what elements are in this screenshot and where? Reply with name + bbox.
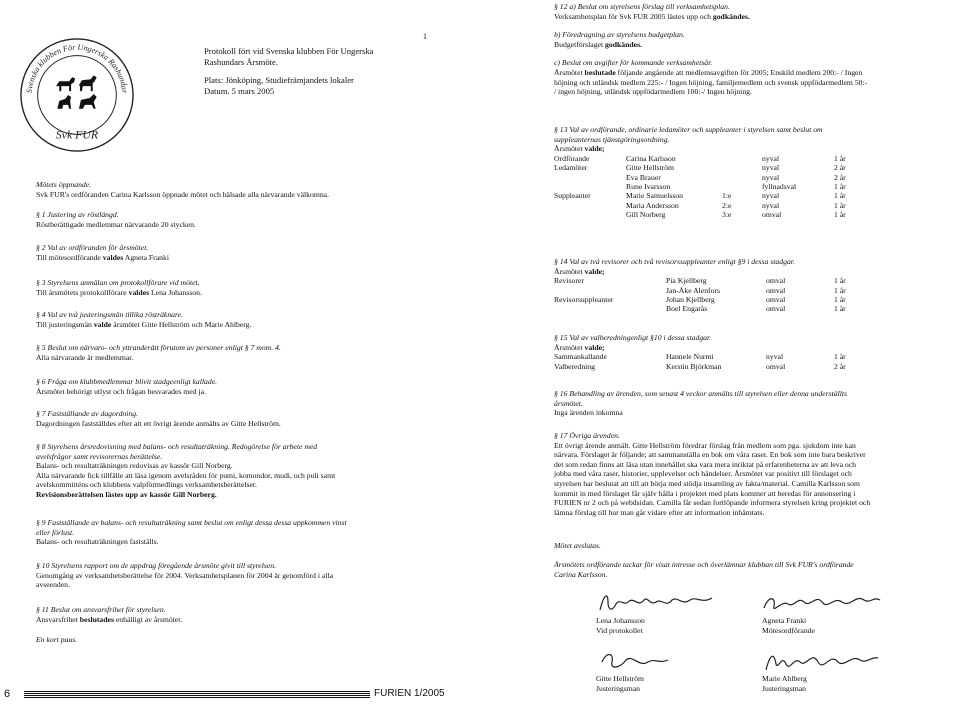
cell-name: Johan Kjellberg bbox=[666, 295, 715, 304]
footer-page-number: 6 bbox=[4, 688, 11, 700]
section-6: § 6 Fråga om klubbmedlemmar blivit stadgeenligt kallade. Årsmötet behörigt utlyst och frågan besvarades med ja. bbox=[36, 377, 218, 396]
section-8: § 8 Styrelsens årsredovisning med balans- och resultaträkning. Redogörelse för arbete med avelsfrågor samt revisorernas berättelse. Balans- och resultaträkningen redovisas av kassör Gill Norberg. Alla närvarande fick tillfälle att läsa igenom avelsråden för pumi, komondor, mudi, och puli samt avelskommitténs och klubbens valpförmedlings verksamhetsberättelser. Revisionsberättelsen lästes upp av kassör Gill Norberg. bbox=[36, 442, 336, 499]
cell-term: 1 år bbox=[834, 191, 846, 201]
handwritten-signature-icon bbox=[762, 648, 882, 674]
cell-name: Pia Kjellberg bbox=[666, 276, 707, 286]
section-1: § 1 Justering av röstlängd. Röstberättigade medlemmar närvarande 20 stycken. bbox=[36, 210, 196, 229]
signature-block-adjuster-2: Marie Ahlberg Justeringsman bbox=[762, 648, 882, 693]
cell-order bbox=[722, 173, 762, 182]
cell-role bbox=[554, 182, 626, 191]
section-opening: Mötets öppnande. Svk FUR's ordföranden Carina Karlsson öppnade mötet och hälsade alla närvarande välkomna. bbox=[36, 180, 329, 199]
table-row bbox=[554, 352, 864, 361]
cell-type: nyval bbox=[762, 172, 780, 182]
left-page bbox=[0, 0, 470, 707]
cell-term: 1 år bbox=[834, 304, 846, 314]
svg-text:Svenska klubben För Ungerska R: Svenska klubben För Ungerska Rashundar bbox=[24, 42, 130, 94]
club-seal-logo bbox=[18, 36, 136, 154]
cell-role bbox=[554, 304, 666, 313]
table-row bbox=[554, 276, 864, 285]
table-row bbox=[554, 201, 864, 210]
section-10: § 10 Styrelsens rapport om de uppdrag föregående årsmöte givit till styrelsen. Genomgång av verksamhetsberättelse för 2004. Verksamhetsplanen för 2004 är genomförd i alla avseenden. bbox=[36, 561, 334, 590]
cell-type: nyval bbox=[762, 200, 780, 210]
table-row bbox=[554, 173, 864, 182]
section-13: § 13 Val av ordförande, ordinarie ledamöter och suppleanter i styrelsen samt beslut om suppleanternas tjänstgöringsordning. Årsmötet valde; Ordförande Carina Karlsson nyval 1 år Ledamöter Gitte Hellström nyval 2 år Eva Brauer nyval 2 år Rune Ivarsson fyllnadsval 1 år Suppleanter Marie Samuelsson 1:e nyval 1 år Maria Andersson 2:e nyval 1 år Gill Norberg 3:e omval 1 år bbox=[554, 125, 864, 220]
auditor-election-table bbox=[554, 276, 864, 314]
table-row bbox=[554, 154, 864, 163]
section-14: § 14 Val av två revisorer och två revisorssuppleanter enligt §9 i dessa stadgar. Årsmötet valde; Revisorer Pia Kjellberg omval 1 år Jan-Åke Alenfors omval 1 år Revisorsuppleanter Johan Kjellberg omval 1 år Boel Engarås omval 1 år bbox=[554, 257, 864, 314]
right-page bbox=[478, 0, 960, 707]
svg-text:Svk FUR: Svk FUR bbox=[55, 127, 99, 142]
cell-role: Suppleanter bbox=[554, 191, 591, 201]
cell-term: 1 år bbox=[834, 295, 846, 304]
cell-name: Boel Engarås bbox=[666, 304, 708, 314]
cell-role bbox=[554, 210, 626, 219]
cell-name: Carina Karlsson bbox=[626, 153, 676, 163]
cell-term: 1 år bbox=[834, 210, 846, 220]
section-5: § 5 Beslut om närvaro- och yttranderätt förutom av personer enligt § 7 mom. 4. Alla närvarande är medlemmar. bbox=[36, 343, 281, 362]
table-row bbox=[554, 182, 864, 191]
cell-role: Sammankallande bbox=[554, 352, 607, 362]
handwritten-signature-icon bbox=[762, 590, 882, 616]
signature-block-chair: Agneta Franki Mötesordförande bbox=[762, 590, 882, 635]
section-16: § 16 Behandling av ärenden, som senast 4 veckor anmälts till styrelsen eller denna underställts årsmötet. Inga ärenden inkomna bbox=[554, 389, 848, 418]
handwritten-signature-icon bbox=[596, 648, 716, 674]
cell-type: nyval bbox=[762, 191, 780, 201]
cell-name: Marie Samuelsson bbox=[626, 191, 684, 201]
cell-type: nyval bbox=[762, 153, 780, 163]
section-7: § 7 Fastställande av dagordning. Dagordningen fastställdes efter att ett övrigt ärende anmälts av Gitte Hellström. bbox=[36, 409, 281, 428]
signature-block-adjuster-1: Gitte Hellström Justeringsman bbox=[596, 648, 716, 693]
cell-term: 1 år bbox=[834, 352, 846, 362]
cell-term: 1 år bbox=[834, 285, 846, 295]
table-row bbox=[554, 362, 864, 371]
section-9: § 9 Fastställande av balans- och resultaträkning samt beslut om enligt dessa dessa uppkommen vinst eller förlust. Balans- och resultaträkningen fastställs. bbox=[36, 518, 347, 547]
cell-type: nyval bbox=[766, 352, 784, 362]
cell-role bbox=[554, 173, 626, 182]
cell-order bbox=[722, 163, 762, 172]
meeting-closed-note: Mötet avslutas. bbox=[554, 541, 601, 550]
cell-type: omval bbox=[766, 276, 786, 286]
cell-name: Kerstin Björkman bbox=[666, 361, 722, 371]
cell-order: 3:e bbox=[722, 210, 732, 220]
closing-thanks: Årsmötets ordförande tackar för visat intresse och överlämnar klubban till Svk FUR's ordförande Carina Karlsson. bbox=[554, 560, 854, 579]
section-11: § 11 Beslut om ansvarsfrihet för styrelsen. Ansvarsfrihet beslutades enhälligt av årsmötet. bbox=[36, 605, 183, 624]
cell-term: 2 år bbox=[834, 361, 846, 371]
cell-role: Revisorsuppleanter bbox=[554, 295, 614, 304]
cell-term: 1 år bbox=[834, 153, 846, 163]
table-row bbox=[554, 210, 864, 219]
footer-magazine-issue: FURIEN 1/2005 bbox=[374, 688, 445, 699]
section-12: § 12 a) Beslut om styrelsens förslag till verksamhetsplan. Verksamhetsplan för Svk FUR 2005 lästes upp och godkändes. b) Föredragning av styrelsens budgetplan. Budgetförslaget godkändes. c) Beslut om avgifter för kommande verksamhetsår. Årsmötet beslutade följande angående att medlemsavgiften för 2005; Enskild medlem 200:- / Ingen höjning och utländsk medlem 225:- / Ingen höjning, familjemedlem och svensk uppfödarmedlem 50:- / ingen höjning, utländsk uppfödarmedlem 100:-/ Ingen höjning. bbox=[554, 2, 868, 97]
cell-type: omval bbox=[766, 285, 786, 295]
cell-role: Ledamöter bbox=[554, 163, 588, 173]
cell-term: 1 år bbox=[834, 182, 846, 191]
table-row bbox=[554, 304, 864, 313]
board-election-table bbox=[554, 154, 864, 220]
cell-type: omval bbox=[766, 361, 786, 371]
cell-order bbox=[722, 154, 762, 163]
cell-term: 1 år bbox=[834, 200, 846, 210]
cell-role bbox=[554, 201, 626, 210]
protocol-title-line1: Protokoll fört vid Svenska klubben För Ungerska bbox=[204, 46, 374, 56]
cell-name: Hannele Nurmi bbox=[666, 352, 714, 362]
section-17: § 17 Övriga ärenden. Ett övrigt ärende anmält. Gitte Hellström föredrar förslag från medlem som pga. sjukdom inte kan närvara. Förslaget är följande; att sammanställa en bok om våra raser. En bok som inte bara beskriver det som redan finns att läsa utan innehållet ska vara mera inriktat på erfarenheterna av att leva och jobba med våra raser, historier, upplevelser och händelser. Årsmötet var positivt till förslaget och styrelsen har beslutat att till att börja med stödja insamling av fakta/material. Camilla Karlsson som kommit in med förslaget får själv hålla i projektet med plats kommer att beredas för annonsering i FURIEN nr 2 och på webdsidan. Camilla får sedan fortlöpande informera styrelsen kring projektet och lämna förslag till hur man går vidare efter att information inhämtats. bbox=[554, 431, 871, 517]
section-4: § 4 Val av två justeringsmän tillika rösträknare. Till justeringsmän valde årsmötet Gitte Hellström och Marie Ahlberg. bbox=[36, 310, 252, 329]
section-3: § 3 Styrelsens anmälan om protokollförare vid mötet. Till årsmötets protokollförare valdes Lena Johansson. bbox=[36, 278, 202, 297]
cell-type: omval bbox=[766, 304, 786, 314]
table-row bbox=[554, 163, 864, 172]
cell-type: fyllnadsval bbox=[762, 182, 797, 191]
cell-name: Gitte Hellström bbox=[626, 163, 675, 173]
protocol-page-number: 1 bbox=[423, 32, 427, 41]
signature-block-secretary: Lena Johansson Vid protokollet bbox=[596, 590, 716, 635]
cell-role: Valberedning bbox=[554, 361, 595, 371]
protocol-title-line2: Rashundars Årsmöte. bbox=[204, 56, 278, 67]
cell-name: Rune Ivarsson bbox=[626, 182, 671, 191]
table-row bbox=[554, 191, 864, 200]
cell-term: 1 år bbox=[834, 276, 846, 286]
cell-name: Eva Brauer bbox=[626, 172, 661, 182]
section-15: § 15 Val av valberedningenligt §10 i dessa stadgar. Årsmötet valde; Sammankallande Hannele Nurmi nyval 1 år Valberedning Kerstin Björkman omval 2 år bbox=[554, 333, 864, 371]
short-pause-note: En kort paus. bbox=[36, 635, 78, 644]
nomination-committee-table bbox=[554, 352, 864, 371]
cell-role: Ordförande bbox=[554, 153, 590, 163]
table-row bbox=[554, 295, 864, 304]
cell-role bbox=[554, 286, 666, 295]
cell-term: 2 år bbox=[834, 163, 846, 173]
table-row bbox=[554, 286, 864, 295]
handwritten-signature-icon bbox=[596, 590, 716, 616]
cell-term: 2 år bbox=[834, 172, 846, 182]
footer-rule bbox=[24, 691, 370, 699]
cell-type: omval bbox=[762, 210, 782, 220]
cell-order: 2:e bbox=[722, 200, 732, 210]
cell-type: nyval bbox=[762, 163, 780, 173]
dog-silhouettes-icon bbox=[55, 75, 96, 108]
cell-type: omval bbox=[766, 295, 786, 304]
section-2: § 2 Val av ordföranden för årsmötet. Till mötesordförande valdes Agneta Franki bbox=[36, 243, 169, 262]
page-footer bbox=[0, 686, 470, 706]
cell-order bbox=[722, 182, 762, 191]
meeting-place: Plats: Jönköping, Studiefrämjandets lokaler bbox=[204, 75, 354, 86]
meeting-date: Datum. 5 mars 2005 bbox=[204, 85, 275, 96]
cell-order: 1:e bbox=[722, 191, 732, 201]
cell-name: Jan-Åke Alenfors bbox=[666, 285, 721, 295]
cell-role: Revisorer bbox=[554, 276, 584, 286]
protocol-header bbox=[204, 46, 373, 96]
cell-name: Maria Andersson bbox=[626, 200, 679, 210]
cell-name: Gill Norberg bbox=[626, 210, 666, 220]
